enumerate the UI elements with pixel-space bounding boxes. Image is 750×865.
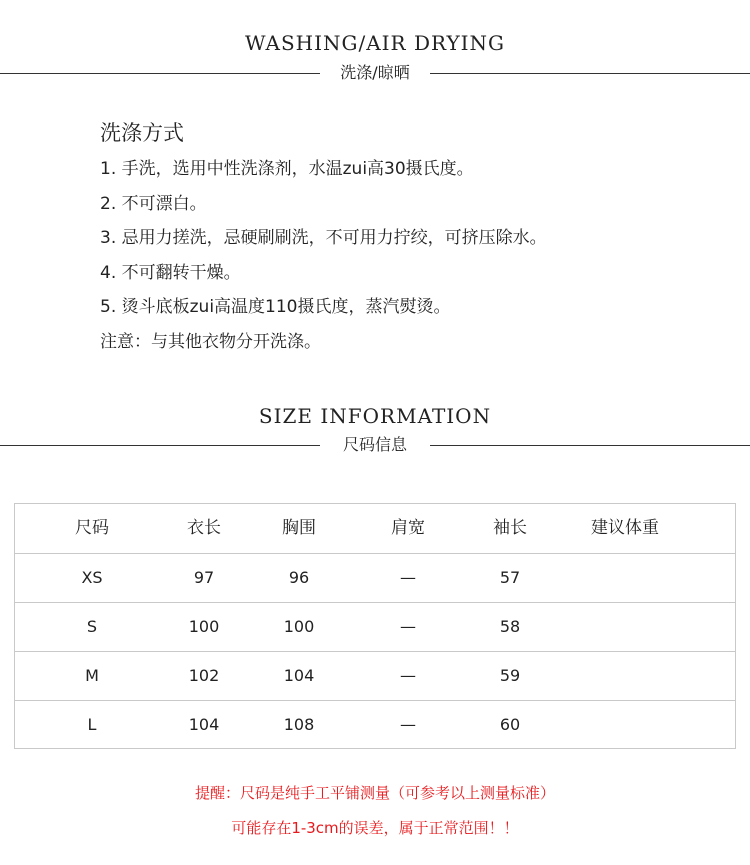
header-cell: 胸围 — [282, 518, 316, 538]
washing-note: 注意：与其他衣物分开洗涤。 — [100, 331, 321, 352]
table-row — [15, 602, 735, 652]
length-cell: 100 — [188, 617, 220, 636]
weight-cell — [575, 602, 675, 651]
washing-item: 5. 烫斗底板zui高温度110摄氏度，蒸汽熨烫。 — [100, 297, 451, 317]
measurement-note: 提醒：尺码是纯手工平铺测量（可参考以上测量标准） — [194, 784, 555, 802]
chest-cell: 108 — [283, 715, 315, 734]
sleeve-cell: 60 — [499, 715, 521, 734]
size-divider — [0, 435, 750, 455]
washing-title: WASHING/AIR DRYING — [244, 31, 506, 55]
washing-subtitle: 洗涤/晾晒 — [340, 63, 410, 82]
length-cell: 97 — [193, 568, 215, 587]
washing-divider — [0, 63, 750, 83]
washing-item: 2. 不可漂白。 — [100, 193, 207, 214]
header-cell: 袖长 — [493, 518, 527, 538]
error-note: 可能存在1-3cm的误差，属于正常范围！！ — [231, 819, 519, 837]
chest-cell: 100 — [283, 617, 315, 636]
header-cell: 肩宽 — [391, 518, 425, 538]
washing-item: 3. 忌用力搓洗，忌硬刷刷洗，不可用力拧绞，可挤压除水。 — [100, 228, 547, 248]
weight-cell — [575, 651, 675, 700]
washing-item: 4. 不可翻转干燥。 — [100, 262, 241, 283]
sleeve-cell: 57 — [499, 568, 521, 587]
table-header-row — [15, 504, 735, 554]
size-cell: M — [85, 666, 99, 685]
shoulder-cell: — — [400, 715, 416, 734]
sleeve-cell: 59 — [499, 666, 521, 685]
shoulder-cell: — — [400, 568, 416, 587]
length-cell: 104 — [188, 715, 220, 734]
chest-cell: 96 — [288, 568, 310, 587]
size-title: SIZE INFORMATION — [258, 404, 492, 428]
chest-cell: 104 — [283, 666, 315, 685]
length-cell: 102 — [188, 666, 220, 685]
divider-line-right — [430, 445, 750, 446]
size-cell: S — [86, 617, 98, 636]
shoulder-cell: — — [400, 666, 416, 685]
size-cell: L — [87, 715, 97, 734]
table-row — [15, 700, 735, 749]
washing-heading: 洗涤方式 — [100, 121, 184, 145]
size-subtitle: 尺码信息 — [342, 435, 407, 454]
shoulder-cell: — — [400, 617, 416, 636]
washing-instructions — [100, 118, 720, 359]
divider-line-right — [430, 73, 750, 74]
table-row — [15, 651, 735, 701]
weight-cell — [575, 700, 675, 749]
sleeve-cell: 58 — [499, 617, 521, 636]
size-cell: XS — [81, 568, 103, 587]
table-row — [15, 553, 735, 603]
weight-cell — [575, 553, 675, 602]
washing-item: 1. 手洗，选用中性洗涤剂，水温zui高30摄氏度。 — [100, 159, 474, 179]
size-table — [14, 503, 736, 749]
header-cell: 衣长 — [187, 518, 221, 538]
header-cell: 尺码 — [75, 518, 109, 538]
header-cell: 建议体重 — [591, 518, 659, 538]
